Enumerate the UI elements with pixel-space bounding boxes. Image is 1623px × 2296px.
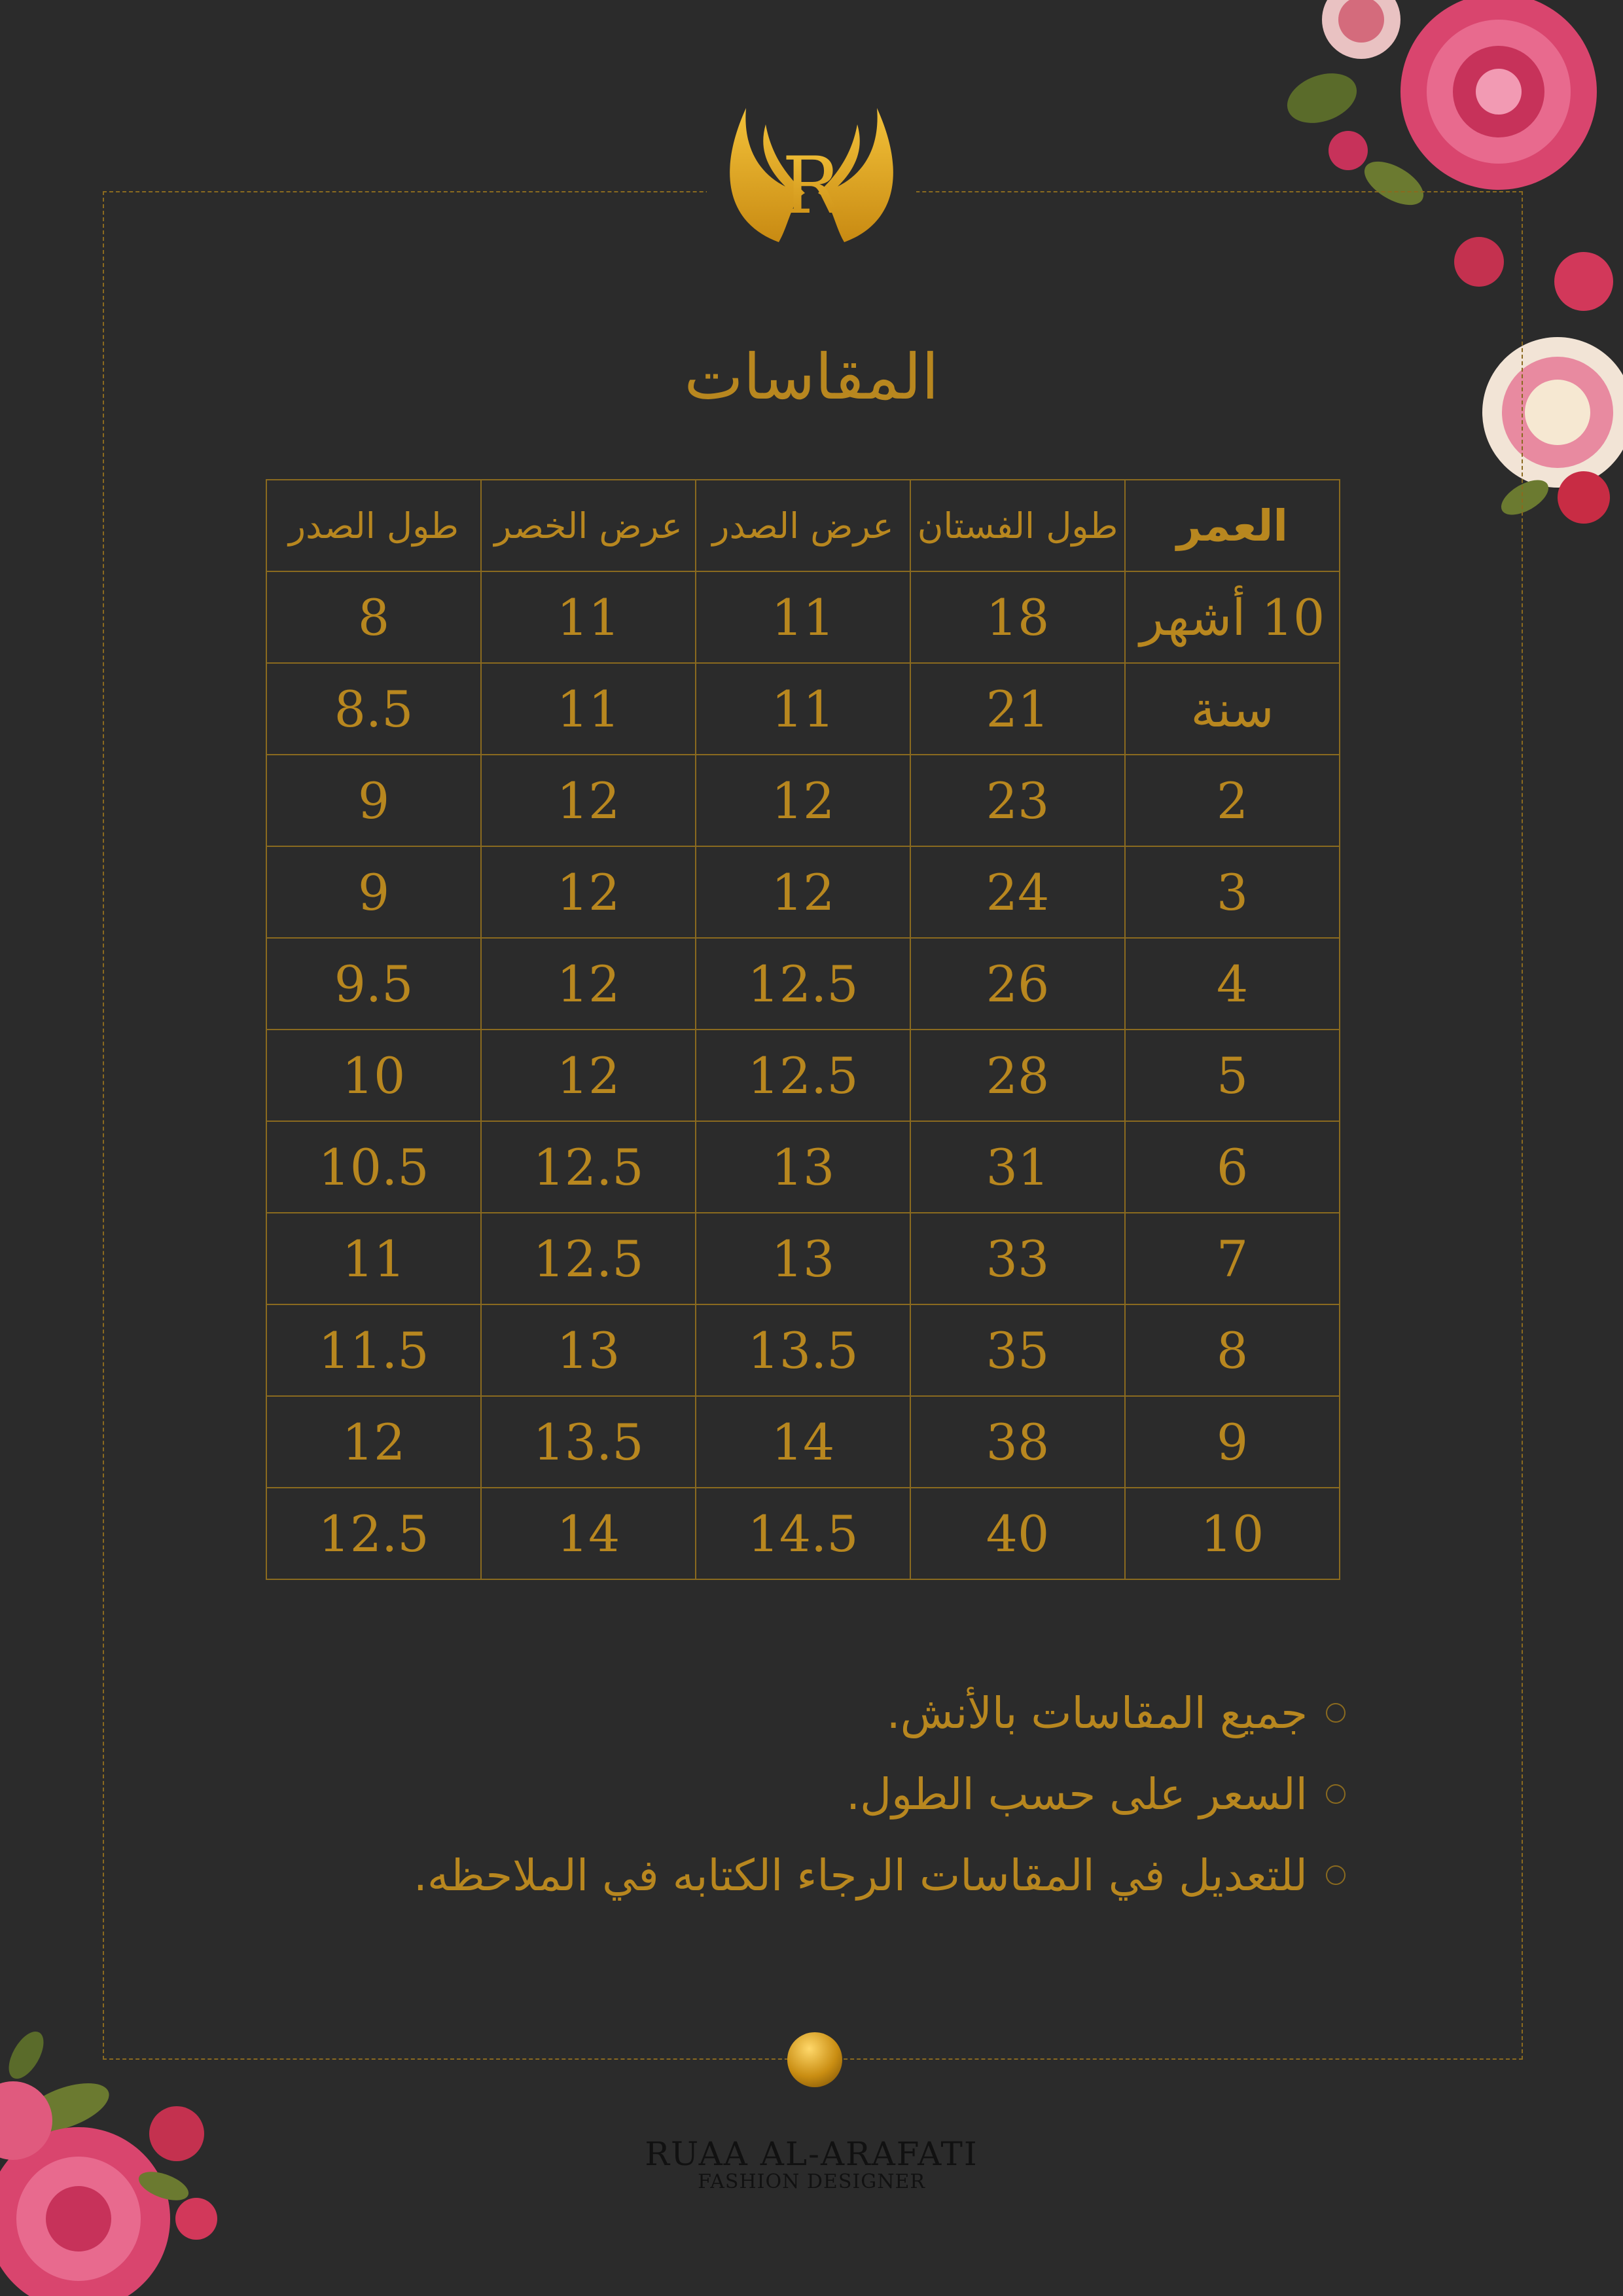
- table-row: [266, 663, 1340, 755]
- list-item: [414, 1753, 1346, 1835]
- note-text: للتعديل في المقاسات الرجاء الكتابه في الملاحظه.: [413, 1850, 1308, 1901]
- table-cell: 8.5: [266, 663, 481, 755]
- table-cell: 3: [1125, 846, 1340, 938]
- table-cell: 11.5: [266, 1304, 481, 1396]
- header-waist-width: عرض الخصر: [481, 480, 696, 571]
- table-row: [266, 1030, 1340, 1121]
- table-row: [266, 1213, 1340, 1304]
- table-cell: 26: [910, 938, 1125, 1030]
- table-row: [266, 571, 1340, 663]
- table-cell: 12.5: [481, 1121, 696, 1213]
- logo-letter: R: [781, 141, 842, 232]
- table-cell: 13.5: [481, 1396, 696, 1488]
- table-cell: 13: [696, 1121, 910, 1213]
- winged-r-logo-icon: [707, 95, 916, 259]
- table-row: [266, 938, 1340, 1030]
- table-cell: 9: [1125, 1396, 1340, 1488]
- table-header-row: [266, 480, 1340, 571]
- table-cell: 38: [910, 1396, 1125, 1488]
- table-cell: 4: [1125, 938, 1340, 1030]
- table-cell: 21: [910, 663, 1125, 755]
- table-row: [266, 755, 1340, 846]
- table-cell: 33: [910, 1213, 1125, 1304]
- circle-bullet-icon: [1326, 1865, 1346, 1885]
- table-cell: 28: [910, 1030, 1125, 1121]
- table-cell: 7: [1125, 1213, 1340, 1304]
- table-row: [266, 1488, 1340, 1579]
- list-item: [414, 1672, 1346, 1753]
- header-age: العمر: [1125, 480, 1340, 571]
- table-cell: 31: [910, 1121, 1125, 1213]
- header-chest-length: طول الصدر: [266, 480, 481, 571]
- note-text: السعر على حسب الطول.: [846, 1768, 1308, 1820]
- table-cell: 9.5: [266, 938, 481, 1030]
- table-cell: 8: [266, 571, 481, 663]
- table-cell: 5: [1125, 1030, 1340, 1121]
- table-cell: 12: [481, 1030, 696, 1121]
- table-cell: سنة: [1125, 663, 1340, 755]
- table-cell: 10: [1125, 1488, 1340, 1579]
- gold-bead-ornament: [787, 2032, 842, 2087]
- circle-bullet-icon: [1326, 1703, 1346, 1723]
- header-chest-width: عرض الصدر: [696, 480, 910, 571]
- table-cell: 11: [481, 571, 696, 663]
- brand-subtitle: FASHION DESIGNER: [698, 2170, 925, 2193]
- table-cell: 23: [910, 755, 1125, 846]
- table-cell: 13.5: [696, 1304, 910, 1396]
- brand-name: RUAA AL-ARAFATI: [645, 2135, 978, 2173]
- table-cell: 12.5: [696, 1030, 910, 1121]
- table-cell: 14.5: [696, 1488, 910, 1579]
- table-cell: 11: [696, 663, 910, 755]
- table-cell: 6: [1125, 1121, 1340, 1213]
- notes-list: [414, 1672, 1346, 1916]
- table-cell: 10.5: [266, 1121, 481, 1213]
- page-title: المقاسات: [684, 340, 939, 414]
- table-cell: 11: [266, 1213, 481, 1304]
- table-cell: 12: [481, 755, 696, 846]
- table-cell: 12: [266, 1396, 481, 1488]
- table-cell: 14: [696, 1396, 910, 1488]
- table-cell: 12.5: [481, 1213, 696, 1304]
- list-item: [414, 1835, 1346, 1916]
- table-cell: 11: [481, 663, 696, 755]
- table-cell: 10 أشهر: [1125, 571, 1340, 663]
- table-cell: 9: [266, 846, 481, 938]
- table-cell: 18: [910, 571, 1125, 663]
- table-cell: 35: [910, 1304, 1125, 1396]
- table-row: [266, 1304, 1340, 1396]
- table-cell: 12.5: [696, 938, 910, 1030]
- table-cell: 24: [910, 846, 1125, 938]
- table-cell: 12: [696, 846, 910, 938]
- circle-bullet-icon: [1326, 1784, 1346, 1804]
- table-cell: 2: [1125, 755, 1340, 846]
- table-row: [266, 846, 1340, 938]
- logo: [707, 95, 916, 259]
- table-row: [266, 1121, 1340, 1213]
- table-cell: 13: [696, 1213, 910, 1304]
- table-cell: 8: [1125, 1304, 1340, 1396]
- brand-footer: [0, 2135, 1623, 2193]
- table-cell: 14: [481, 1488, 696, 1579]
- table-cell: 9: [266, 755, 481, 846]
- header-dress-length: طول الفستان: [910, 480, 1125, 571]
- table-cell: 12: [481, 938, 696, 1030]
- table-row: [266, 1396, 1340, 1488]
- table-cell: 12: [696, 755, 910, 846]
- table-cell: 13: [481, 1304, 696, 1396]
- table-cell: 12.5: [266, 1488, 481, 1579]
- note-text: جميع المقاسات بالأنش.: [886, 1687, 1308, 1738]
- table-cell: 12: [481, 846, 696, 938]
- table-cell: 40: [910, 1488, 1125, 1579]
- table-cell: 11: [696, 571, 910, 663]
- size-chart-table: [266, 479, 1340, 1580]
- table-cell: 10: [266, 1030, 481, 1121]
